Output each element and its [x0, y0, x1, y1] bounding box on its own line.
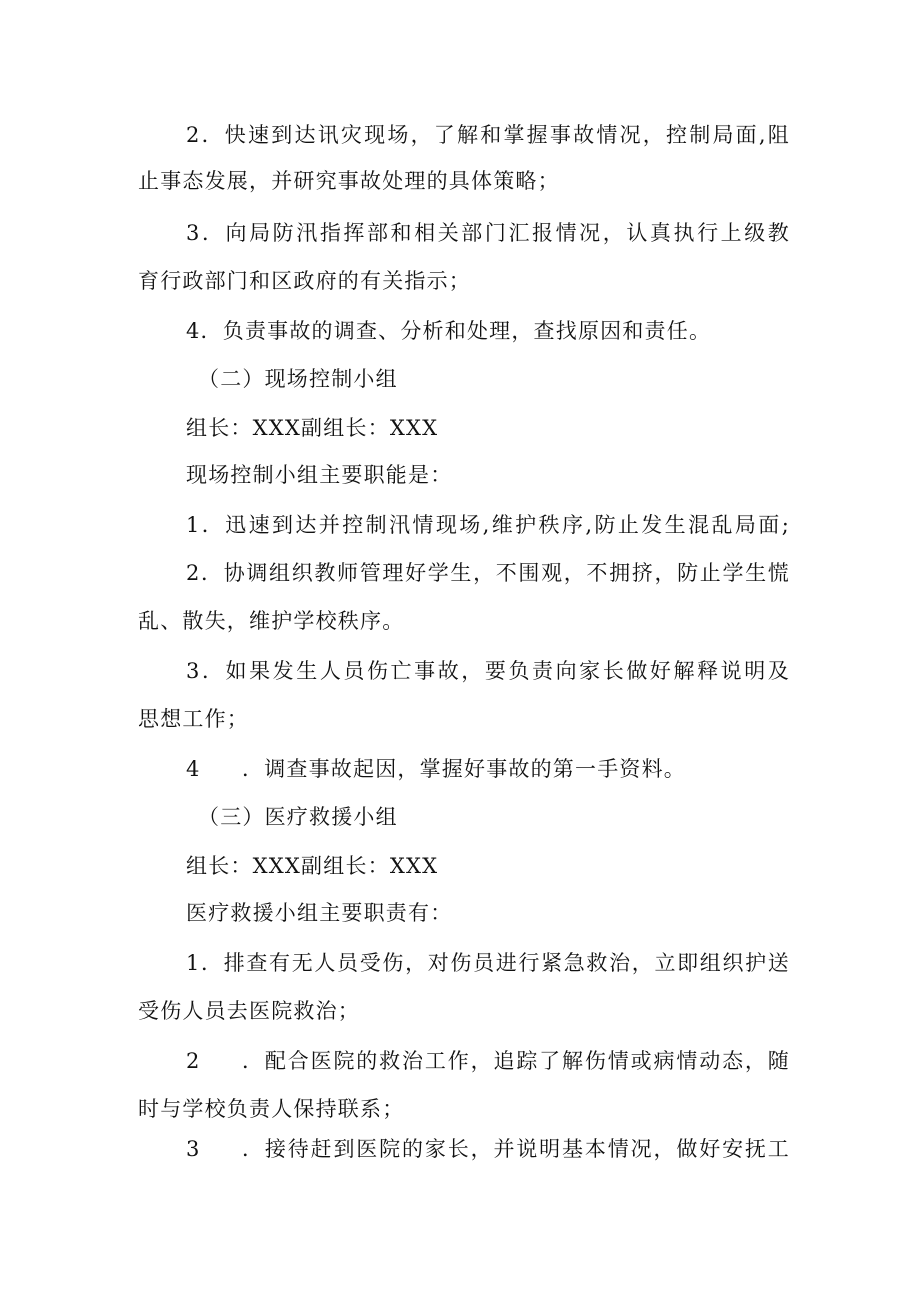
paragraph-line: 止事态发展，并研究事故处理的具体策略； [138, 169, 560, 193]
section-heading: （三）医疗救援小组 [198, 805, 398, 829]
group-leaders: 组长：XXX副组长：XXX [186, 854, 439, 878]
paragraph-line: 乱、散失，维护学校秩序。 [138, 609, 405, 633]
section-heading: （二）现场控制小组 [198, 367, 398, 391]
paragraph-line: 时与学校负责人保持联系； [138, 1097, 405, 1121]
paragraph-line: 2．快速到达讯灾现场，了解和掌握事故情况，控制局面,阻 [186, 123, 790, 147]
paragraph-line: 2．协调组织教师管理好学生，不围观，不拥挤，防止学生慌 [186, 561, 790, 585]
paragraph-line: 3．向局防汛指挥部和相关部门汇报情况，认真执行上级教 [186, 221, 790, 245]
paragraph-line: 3．如果发生人员伤亡事故，要负责向家长做好解释说明及 [186, 659, 790, 683]
paragraph-line: 育行政部门和区政府的有关指示； [138, 269, 471, 293]
paragraph-line: ．调查事故起因，掌握好事故的第一手资料。 [242, 757, 686, 781]
list-number: 3 [186, 1137, 201, 1161]
paragraph-line: 1．排查有无人员受伤，对伤员进行紧急救治，立即组织护送 [186, 951, 790, 975]
paragraph-line: 现场控制小组主要职能是： [186, 463, 453, 487]
paragraph-line: 受伤人员去医院救治； [138, 999, 360, 1023]
paragraph-line: 医疗救援小组主要职责有： [186, 901, 453, 925]
paragraph-line: 1．迅速到达并控制汛情现场,维护秩序,防止发生混乱局面; [186, 513, 790, 537]
paragraph-line: 4．负责事故的调查、分析和处理，查找原因和责任。 [186, 319, 712, 343]
list-number: 4 [186, 757, 201, 781]
paragraph-line: ．接待赶到医院的家长，并说明基本情况，做好安抚工 [242, 1137, 790, 1161]
paragraph-line: 思想工作； [138, 707, 249, 731]
group-leaders: 组长：XXX副组长：XXX [186, 416, 439, 440]
paragraph-line: ．配合医院的救治工作，追踪了解伤情或病情动态，随 [242, 1049, 790, 1073]
list-number: 2 [186, 1049, 201, 1073]
